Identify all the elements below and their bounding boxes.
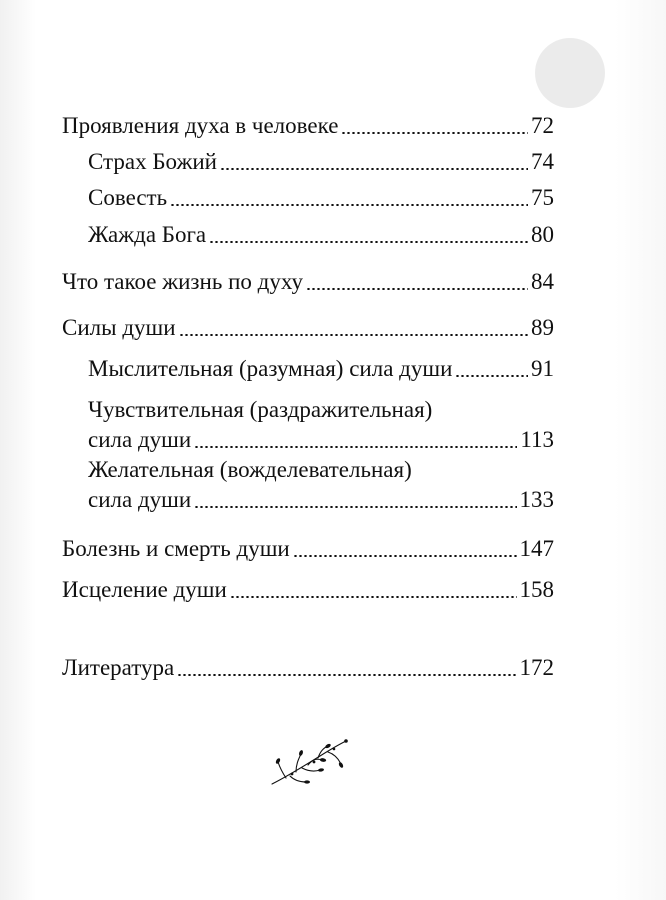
toc-entry-page: 80: [531, 222, 554, 247]
floral-sprig-icon: [268, 738, 350, 788]
toc-entry-title: Что такое жизнь по духу: [62, 269, 303, 294]
dot-leader: [179, 334, 528, 336]
toc-entry[interactable]: [88, 355, 554, 383]
dot-leader: [220, 168, 528, 170]
toc-entry[interactable]: [62, 268, 554, 296]
toc-entry-page: 133: [519, 487, 554, 512]
toc-entry[interactable]: [62, 576, 554, 604]
toc-entry-title: Болезнь и смерть души: [62, 536, 290, 561]
toc-entry-title: Жажда Бога: [88, 222, 207, 247]
toc-entry-page: 89: [531, 315, 554, 340]
toc-entry[interactable]: [88, 184, 554, 212]
toc-entry-title-line1: Чувствительная (раздражительная): [88, 397, 433, 422]
dot-leader: [293, 555, 517, 557]
dot-leader: [455, 375, 528, 377]
toc-entry-page: 113: [520, 427, 554, 452]
toc-entry-page: 172: [519, 655, 554, 680]
toc-entry-page: 75: [531, 185, 554, 210]
toc-entry[interactable]: [88, 426, 554, 454]
toc-entry-page: 74: [531, 149, 554, 174]
dot-leader: [209, 241, 528, 243]
toc-entry-title: Совесть: [88, 185, 168, 210]
toc-entry-page: 91: [531, 356, 554, 381]
toc-entry[interactable]: [88, 148, 554, 176]
dot-leader: [194, 506, 516, 508]
dot-leader: [170, 204, 528, 206]
toc-entry-title-line2: сила души: [88, 487, 192, 512]
toc-entry-title: Исцеление души: [62, 577, 227, 602]
toc-entry-title: Литература: [62, 655, 175, 680]
dot-leader: [230, 596, 517, 598]
toc-entry[interactable]: [88, 221, 554, 249]
toc-entry-title: Страх Божий: [88, 149, 217, 174]
toc-entry-title-line1: Желательная (вожделевательная): [88, 457, 412, 482]
toc-entry[interactable]: [62, 654, 554, 682]
toc-entry[interactable]: [88, 486, 554, 514]
toc-entry-title-line2: сила души: [88, 427, 192, 452]
toc-entry[interactable]: [62, 535, 554, 563]
dot-leader: [306, 288, 528, 290]
toc-entry-title: Мыслительная (разумная) сила души: [88, 356, 453, 381]
toc-entry-page: 158: [519, 577, 554, 602]
toc-entry-page: 84: [531, 269, 554, 294]
toc-entry-title: Силы души: [62, 315, 176, 340]
dot-leader: [341, 132, 528, 134]
toc-entry-page: 147: [519, 536, 554, 561]
toc-entry-page: 72: [531, 113, 554, 138]
dot-leader: [194, 446, 517, 448]
toc-entry[interactable]: [62, 314, 554, 342]
toc-entry[interactable]: [62, 112, 554, 140]
dot-leader: [177, 674, 516, 676]
toc-entry-title: Проявления духа в человеке: [62, 113, 339, 138]
